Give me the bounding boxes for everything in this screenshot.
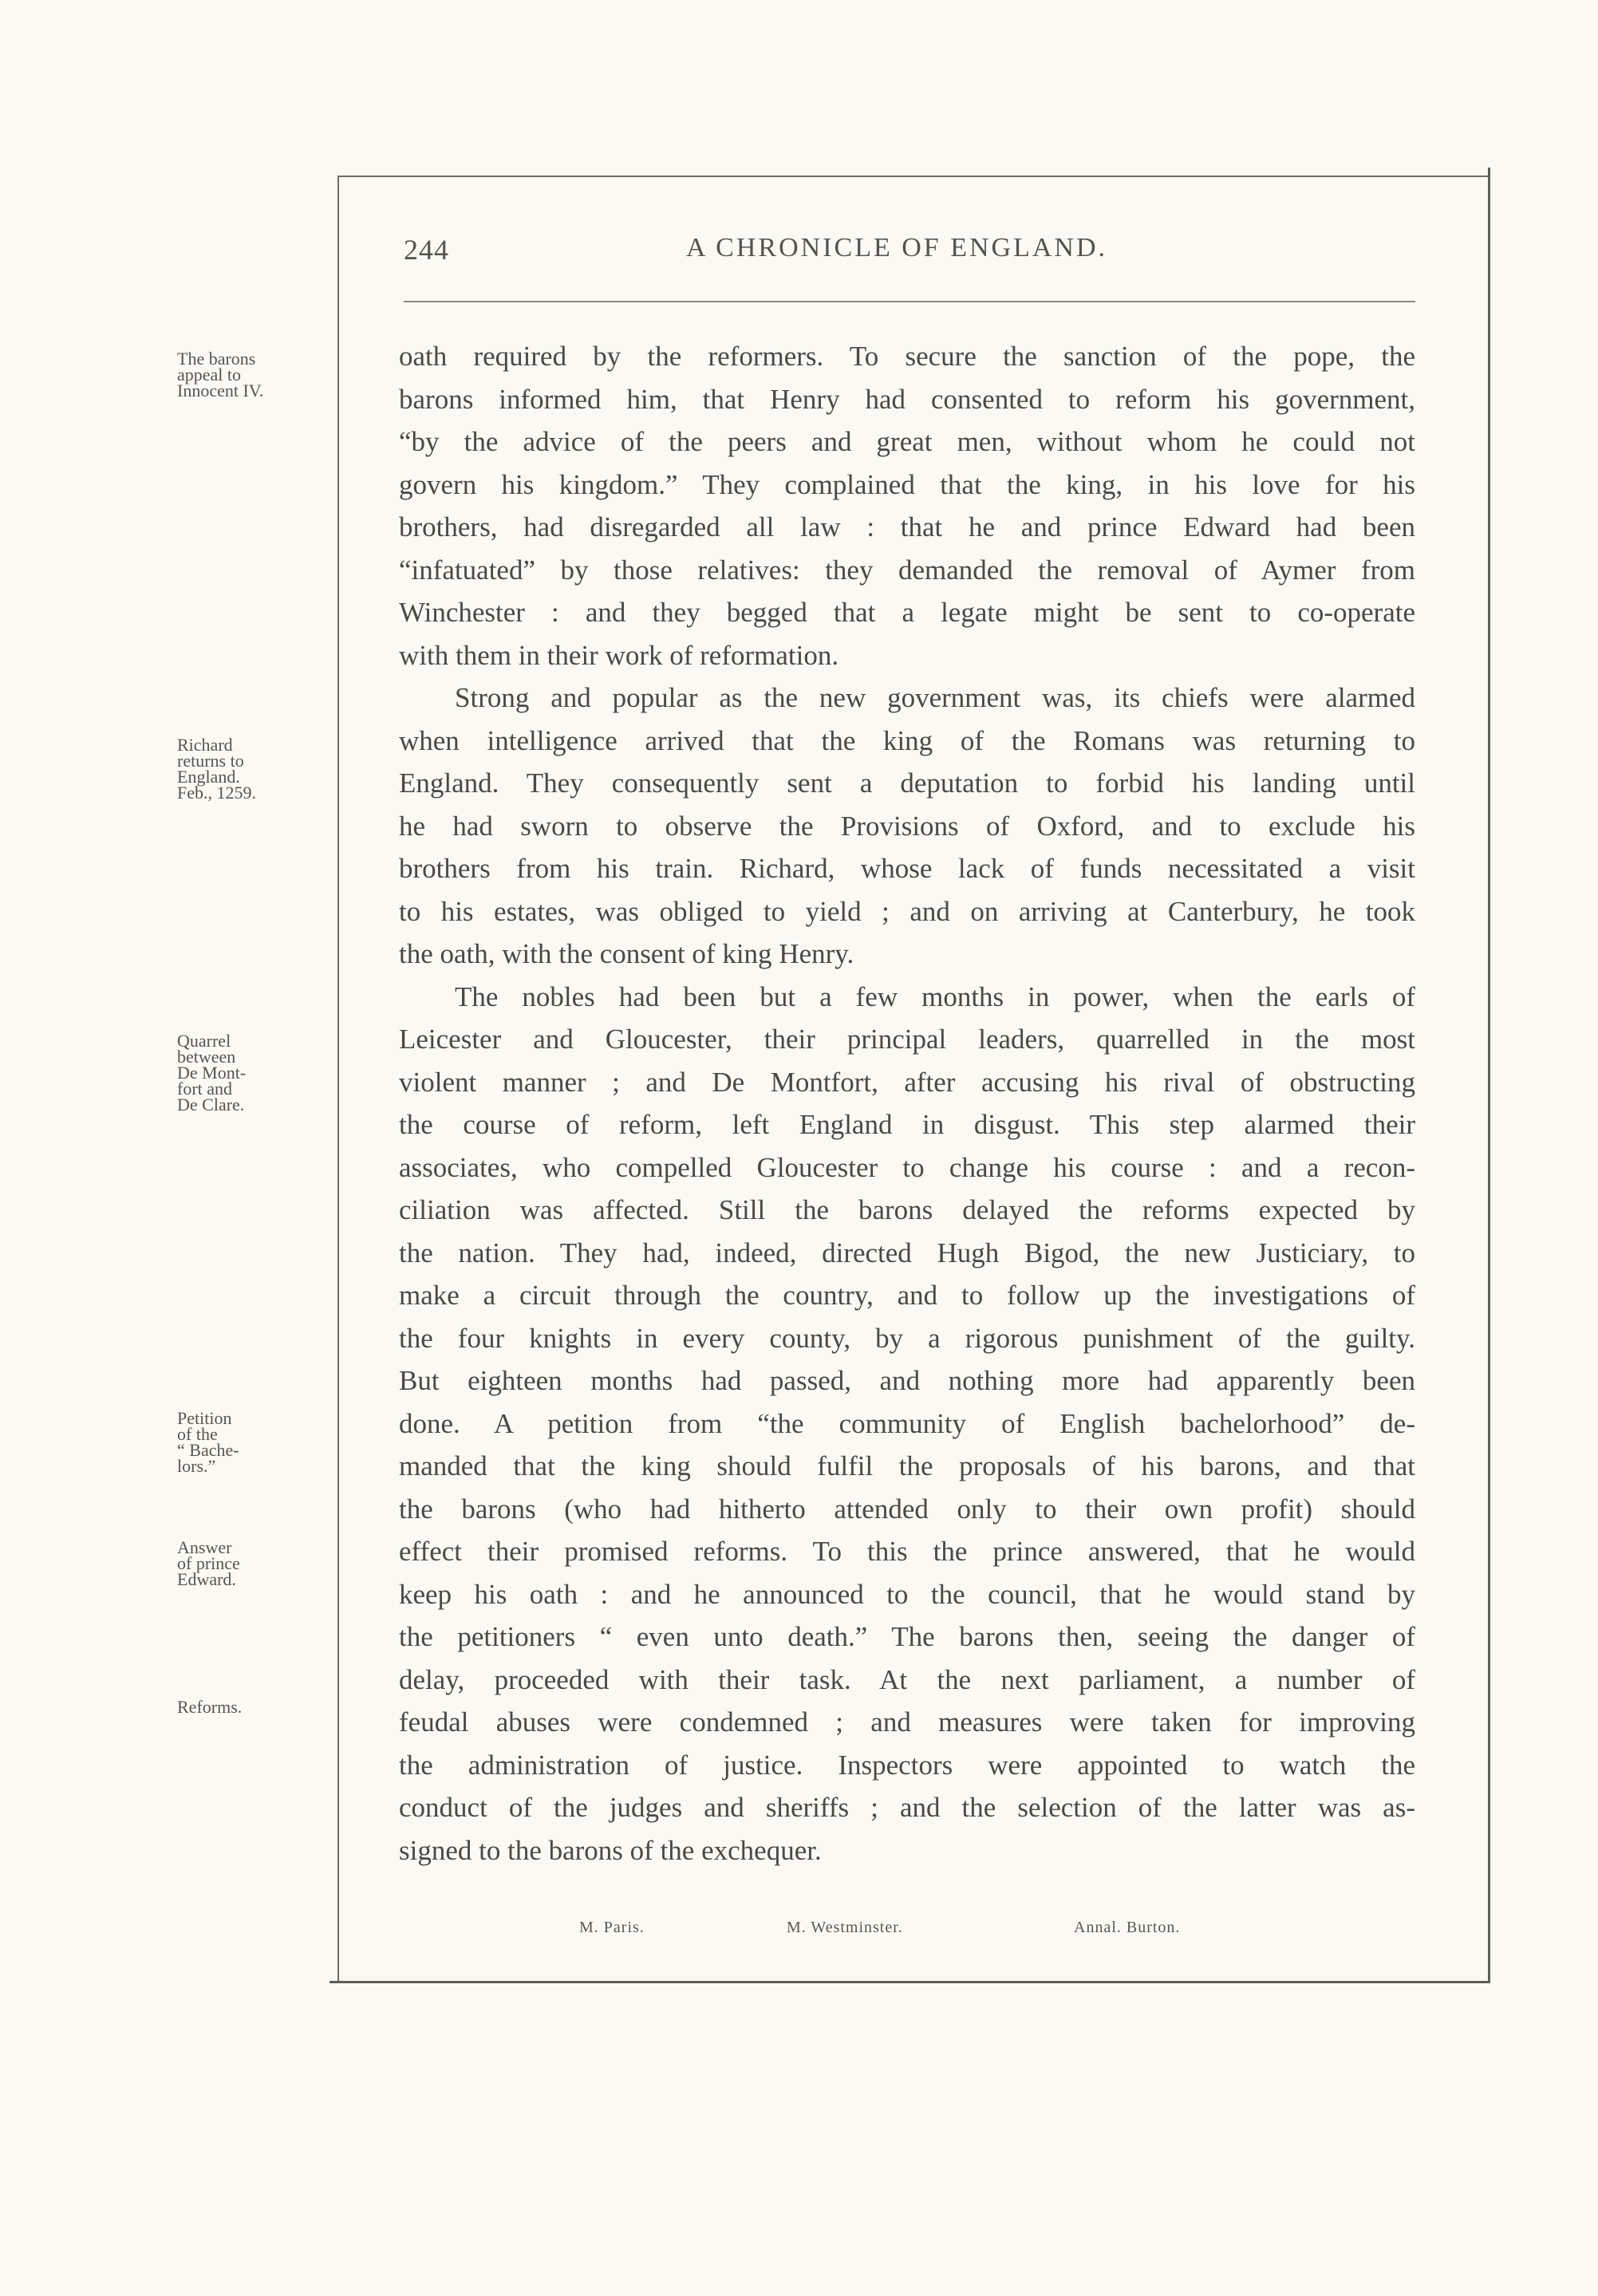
margin-note-line: Feb., 1259. <box>177 783 256 803</box>
margin-note-line: De Clare. <box>177 1095 245 1114</box>
body-line: ciliation was affected. Still the barons delayed the reforms expected by <box>399 1194 1415 1225</box>
running-head: A CHRONICLE OF ENGLAND. <box>686 233 1107 262</box>
margin-note-line: England. <box>177 767 240 787</box>
margin-note-line: Reforms. <box>177 1697 243 1717</box>
citation-burton: Annal. Burton. <box>1074 1919 1181 1936</box>
body-line: effect their promised reforms. To this the prince answered, that he would <box>399 1536 1415 1567</box>
margin-note-line: Quarrel <box>177 1031 231 1051</box>
margin-note-line: Richard <box>177 735 233 755</box>
citation-paris: M. Paris. <box>579 1919 645 1936</box>
body-line: the petitioners “ even unto death.” The barons then, seeing the danger of <box>399 1621 1415 1652</box>
body-line: oath required by the reformers. To secure the sanction of the pope, the <box>399 341 1415 372</box>
body-line: The nobles had been but a few months in power, when the earls of <box>455 980 1415 1012</box>
body-line: feudal abuses were condemned ; and measures were taken for improving <box>399 1706 1415 1738</box>
margin-note-line: Petition <box>177 1408 232 1428</box>
body-line: manded that the king should fulfil the proposals of his barons, and that <box>399 1450 1415 1481</box>
margin-note-line: returns to <box>177 751 244 771</box>
body-line: the barons (who had hitherto attended only to their own profit) should <box>399 1493 1415 1525</box>
body-line: brothers from his train. Richard, whose lack of funds necessitated a visit <box>399 853 1415 884</box>
body-line: violent manner ; and De Montfort, after accusing his rival of obstructing <box>399 1066 1415 1098</box>
body-line: the four knights in every county, by a rigorous punishment of the guilty. <box>399 1322 1415 1354</box>
margin-note-barons-appeal <box>177 351 333 399</box>
body-line: when intelligence arrived that the king of the Romans was returning to <box>399 724 1415 756</box>
body-line: Leicester and Gloucester, their principal leaders, quarrelled in the most <box>399 1024 1415 1055</box>
body-line: signed to the barons of the exchequer. <box>399 1834 822 1866</box>
margin-note-line: Innocent IV. <box>177 381 264 400</box>
body-line: But eighteen months had passed, and nothing more had apparently been <box>399 1365 1415 1396</box>
header-rule <box>404 301 1415 302</box>
margin-note-line: The barons <box>177 349 256 369</box>
body-line: barons informed him, that Henry had consented to reform his government, <box>399 383 1415 415</box>
margin-note-line: fort and <box>177 1079 233 1099</box>
body-line: England. They consequently sent a deputation to forbid his landing until <box>399 767 1415 799</box>
page-frame-top-rule <box>337 176 1489 177</box>
margin-note-line: lors.” <box>177 1456 216 1476</box>
body-line: done. A petition from “the community of English bachelorhood” de- <box>399 1407 1415 1439</box>
body-line: Strong and popular as the new government was, its chiefs were alarmed <box>455 682 1415 713</box>
body-line: keep his oath : and he announced to the council, that he would stand by <box>399 1578 1415 1610</box>
body-line: brothers, had disregarded all law : that he and prince Edward had been <box>399 511 1415 542</box>
page-frame-left-rule <box>337 176 339 1982</box>
body-line: the administration of justice. Inspectors were appointed to watch the <box>399 1749 1415 1781</box>
body-line: “infatuated” by those relatives: they demanded the removal of Aymer from <box>399 554 1415 586</box>
margin-note-line: appeal to <box>177 365 242 385</box>
margin-note-line: between <box>177 1047 236 1067</box>
page-number: 244 <box>404 234 449 266</box>
body-line: to his estates, was obliged to yield ; and on arriving at Canterbury, he took <box>399 895 1415 927</box>
body-line: associates, who compelled Gloucester to change his course : and a recon- <box>399 1151 1415 1183</box>
citation-westminster: M. Westminster. <box>787 1919 903 1936</box>
body-text <box>399 335 1415 1872</box>
body-line: govern his kingdom.” They complained that the king, in his love for his <box>399 468 1415 500</box>
margin-note-answer <box>177 1537 333 1589</box>
body-line: conduct of the judges and sheriffs ; and the selection of the latter was as- <box>399 1792 1415 1823</box>
source-citations <box>399 1919 1415 1943</box>
margin-note-line: Answer <box>177 1537 232 1557</box>
margin-note-line: De Mont- <box>177 1063 247 1083</box>
page-frame-right-rule <box>1488 168 1490 1982</box>
margin-note-petition <box>177 1410 333 1474</box>
margin-note-line: of prince <box>177 1553 240 1573</box>
margin-note-reforms <box>177 1699 333 1715</box>
body-line: delay, proceeded with their task. At the next parliament, a number of <box>399 1663 1415 1695</box>
body-line: the course of reform, left England in disgust. This step alarmed their <box>399 1109 1415 1140</box>
margin-note-quarrel <box>177 1033 333 1113</box>
body-line: with them in their work of reformation. <box>399 639 839 671</box>
margin-note-line: “ Bache- <box>177 1440 239 1460</box>
body-line: Winchester : and they begged that a legate might be sent to co-operate <box>399 597 1415 628</box>
margin-note-line: of the <box>177 1424 218 1444</box>
body-line: the nation. They had, indeed, directed Hugh Bigod, the new Justiciary, to <box>399 1237 1415 1268</box>
body-line: make a circuit through the country, and to follow up the investigations of <box>399 1280 1415 1311</box>
body-line: the oath, with the consent of king Henry. <box>399 938 854 969</box>
margin-note-richard-returns <box>177 737 333 801</box>
margin-note-line: Edward. <box>177 1569 236 1589</box>
body-line: he had sworn to observe the Provisions of Oxford, and to exclude his <box>399 810 1415 842</box>
page-frame-bottom-rule <box>329 1981 1490 1983</box>
body-line: “by the advice of the peers and great men, without whom he could not <box>399 426 1415 457</box>
